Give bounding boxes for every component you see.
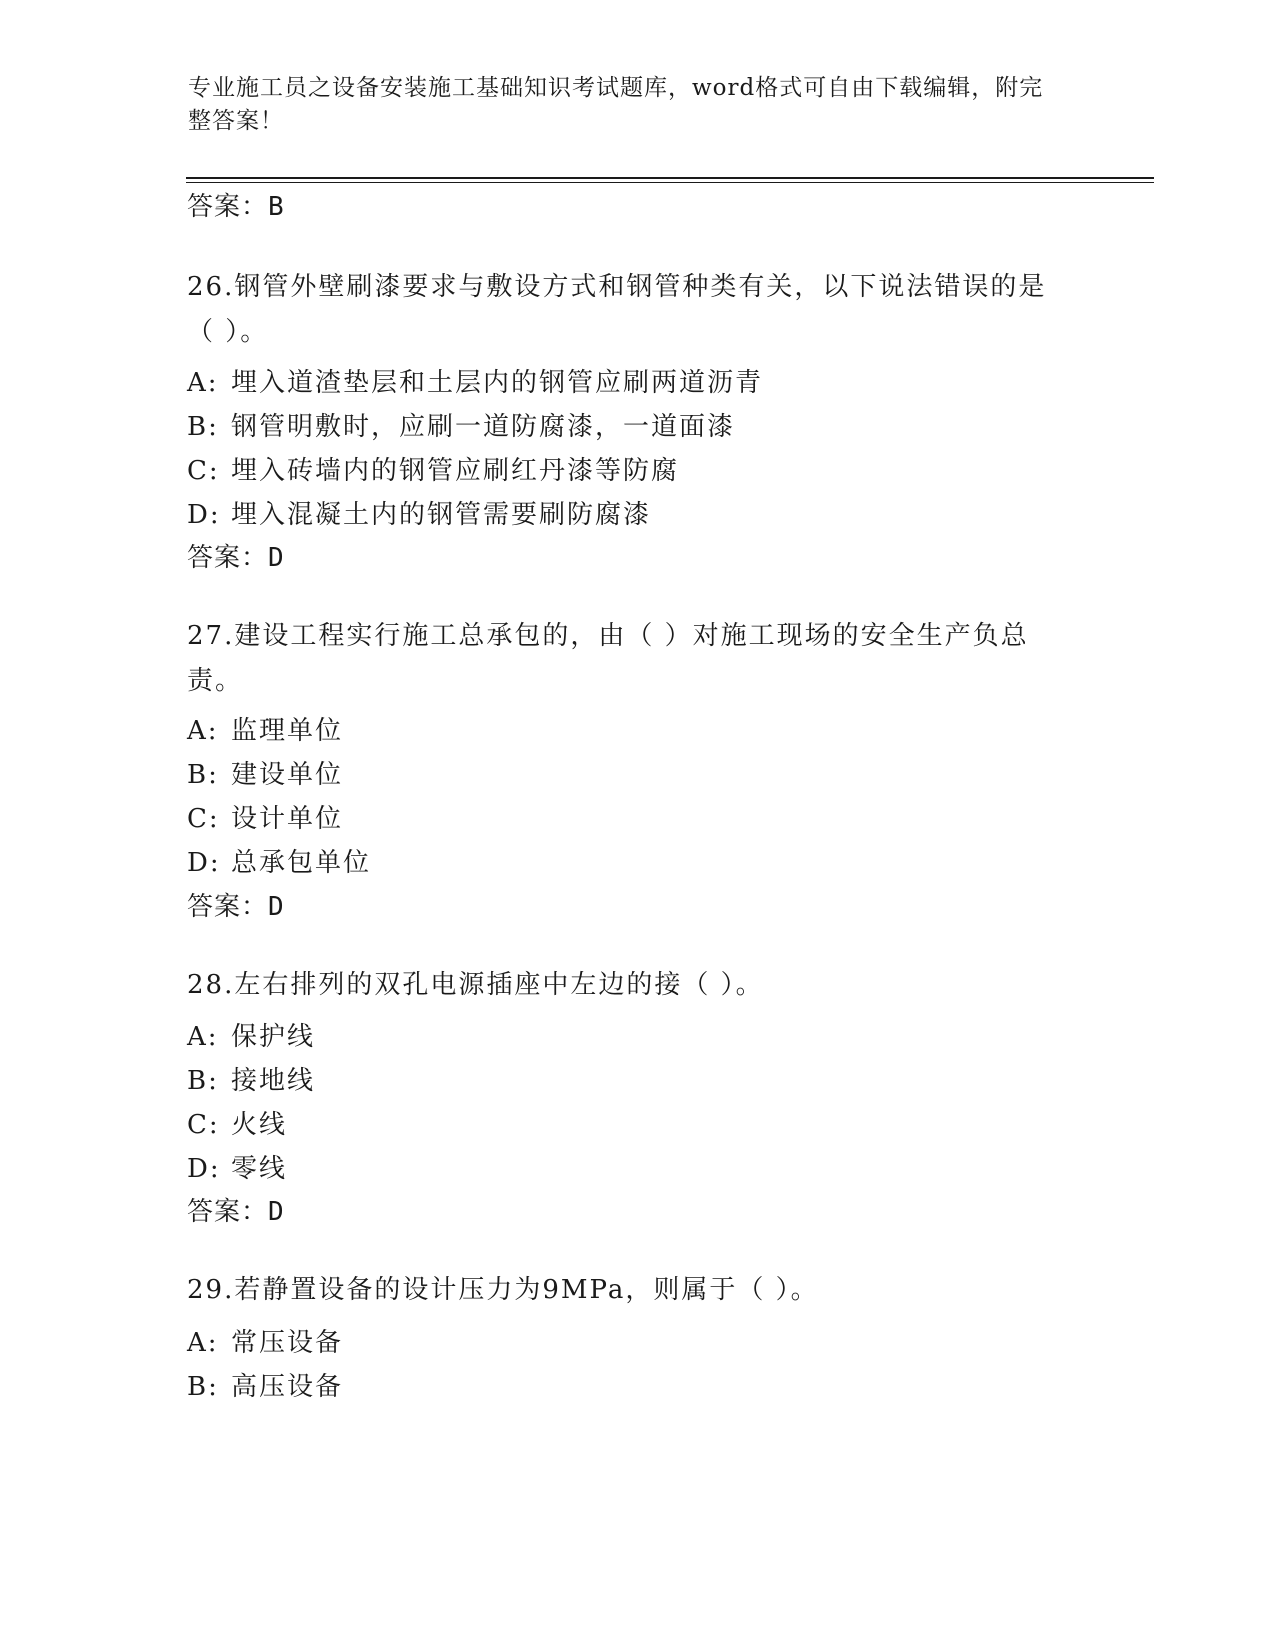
option-key: A:	[187, 1328, 219, 1358]
option-26-d	[187, 498, 651, 532]
answer-label: 答案：	[187, 192, 269, 222]
question-text-line-2: （ ）。	[187, 317, 269, 347]
answer-28	[187, 1195, 285, 1229]
option-key: C:	[187, 1110, 220, 1140]
header-divider-thick	[186, 177, 1154, 179]
question-text-line-1: 28.左右排列的双孔电源插座中左边的接（ ）。	[187, 970, 764, 1000]
answer-value: D	[268, 892, 285, 922]
option-text: 埋入砖墙内的钢管应刷红丹漆等防腐	[231, 456, 680, 486]
option-key: D:	[187, 1154, 221, 1184]
answer-label: 答案：	[187, 1197, 269, 1227]
option-key: A:	[187, 368, 219, 398]
option-28-d	[187, 1152, 287, 1186]
answer-value: B	[268, 192, 285, 222]
option-key: B:	[187, 1372, 219, 1402]
header-line-2: 整答案！	[188, 108, 284, 134]
answer-26	[187, 541, 285, 575]
option-28-a	[187, 1020, 315, 1054]
question-text-line-1: 27.建设工程实行施工总承包的，由（ ）对施工现场的安全生产负总	[187, 621, 1029, 651]
option-text: 设计单位	[231, 804, 344, 834]
option-28-c	[187, 1108, 287, 1142]
option-text: 总承包单位	[231, 848, 372, 878]
option-text: 埋入道渣垫层和土层内的钢管应刷两道沥青	[231, 368, 764, 398]
option-26-b	[187, 410, 735, 444]
option-29-b	[187, 1370, 343, 1404]
option-key: A:	[187, 1022, 219, 1052]
option-text: 保护线	[231, 1022, 316, 1052]
option-key: D:	[187, 500, 221, 530]
option-text: 常压设备	[231, 1328, 344, 1358]
option-29-a	[187, 1326, 343, 1360]
option-text: 火线	[231, 1110, 288, 1140]
question-text-line-1: 26.钢管外壁刷漆要求与敷设方式和钢管种类有关，以下说法错误的是	[187, 272, 1047, 302]
question-text-line-2: 责。	[187, 666, 244, 696]
answer-27	[187, 890, 285, 924]
option-text: 零线	[231, 1154, 288, 1184]
option-text: 建设单位	[231, 760, 344, 790]
document-header	[188, 72, 1068, 138]
option-text: 接地线	[231, 1066, 316, 1096]
question-26	[187, 265, 1087, 355]
option-27-d	[187, 846, 371, 880]
option-26-a	[187, 366, 763, 400]
option-key: C:	[187, 456, 220, 486]
option-key: A:	[187, 716, 219, 746]
question-28	[187, 963, 1087, 1008]
answer-label: 答案：	[187, 892, 269, 922]
question-29	[187, 1268, 1087, 1313]
option-text: 高压设备	[231, 1372, 344, 1402]
question-text-line-1: 29.若静置设备的设计压力为9MPa，则属于（ ）。	[187, 1275, 819, 1305]
answer-value: D	[268, 1197, 285, 1227]
answer-25	[187, 190, 285, 224]
option-text: 埋入混凝土内的钢管需要刷防腐漆	[231, 500, 652, 530]
answer-value: D	[268, 543, 285, 573]
option-key: D:	[187, 848, 221, 878]
option-key: B:	[187, 412, 219, 442]
option-text: 钢管明敷时，应刷一道防腐漆，一道面漆	[231, 412, 736, 442]
option-28-b	[187, 1064, 315, 1098]
option-26-c	[187, 454, 679, 488]
option-27-b	[187, 758, 343, 792]
answer-label: 答案：	[187, 543, 269, 573]
option-27-a	[187, 714, 343, 748]
option-27-c	[187, 802, 343, 836]
header-divider-thin	[186, 182, 1154, 183]
option-text: 监理单位	[231, 716, 344, 746]
option-key: C:	[187, 804, 220, 834]
option-key: B:	[187, 760, 219, 790]
header-line-1: 专业施工员之设备安装施工基础知识考试题库，word格式可自由下载编辑，附完	[188, 75, 1044, 101]
question-27	[187, 614, 1087, 704]
option-key: B:	[187, 1066, 219, 1096]
